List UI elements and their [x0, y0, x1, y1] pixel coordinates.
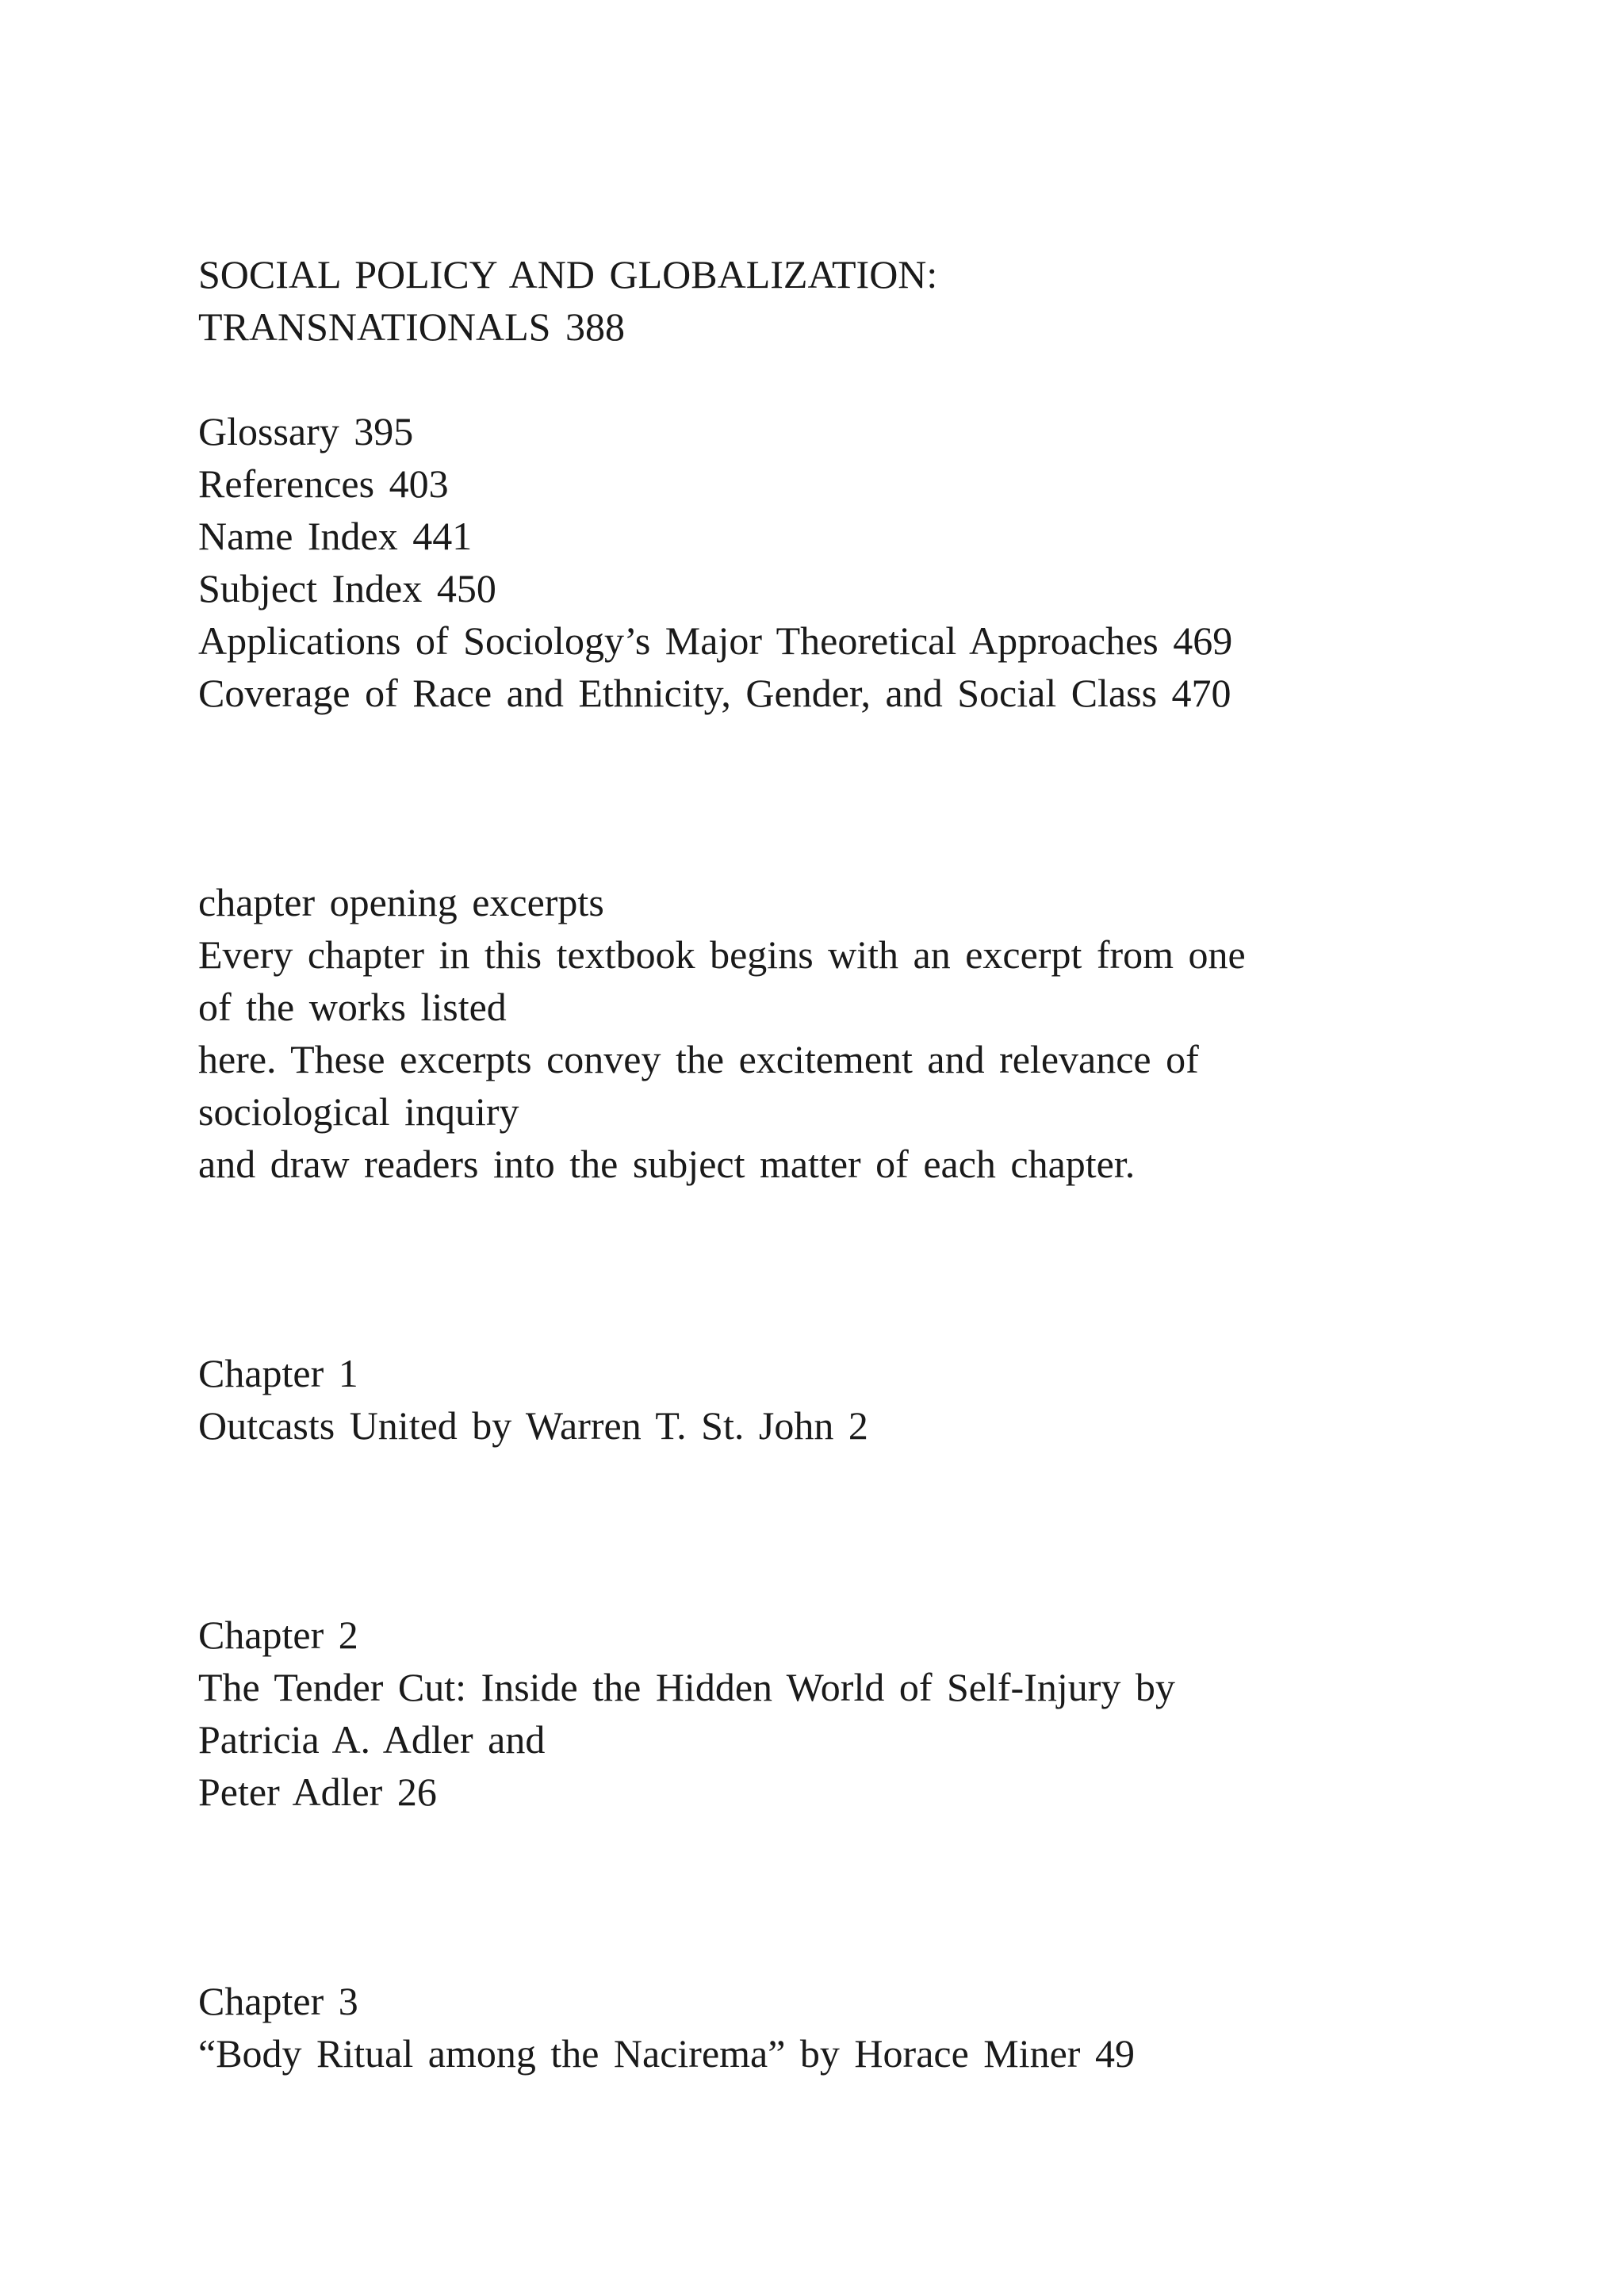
section-heading-line-1: SOCIAL POLICY AND GLOBALIZATION: — [198, 252, 938, 297]
toc-entry-name-index: Name Index 441 — [198, 514, 473, 558]
excerpts-paragraph-line-5: and draw readers into the subject matter of each chapter. — [198, 1142, 1136, 1186]
section-heading-line-2: TRANSNATIONALS 388 — [198, 304, 625, 349]
chapter-2-excerpt-line-3: Peter Adler 26 — [198, 1770, 437, 1814]
chapter-2-label: Chapter 2 — [198, 1613, 358, 1657]
toc-entry-subject-index: Subject Index 450 — [198, 566, 496, 610]
chapter-2-excerpt-line-2: Patricia A. Adler and — [198, 1717, 546, 1762]
excerpts-paragraph-line-1: Every chapter in this textbook begins with an excerpt from one — [198, 932, 1246, 977]
chapter-2-excerpt-line-1: The Tender Cut: Inside the Hidden World of Self-Injury by — [198, 1665, 1175, 1709]
chapter-1-excerpt: Outcasts United by Warren T. St. John 2 — [198, 1403, 868, 1448]
excerpts-paragraph-line-2: of the works listed — [198, 985, 507, 1029]
toc-entry-references: References 403 — [198, 461, 449, 506]
toc-entry-glossary: Glossary 395 — [198, 409, 414, 453]
toc-entry-applications: Applications of Sociology’s Major Theoretical Approaches 469 — [198, 618, 1233, 663]
chapter-1-label: Chapter 1 — [198, 1351, 358, 1395]
excerpts-paragraph-line-4: sociological inquiry — [198, 1089, 519, 1134]
excerpts-heading: chapter opening excerpts — [198, 880, 604, 924]
toc-entry-coverage: Coverage of Race and Ethnicity, Gender, and Social Class 470 — [198, 671, 1231, 715]
excerpts-paragraph-line-3: here. These excerpts convey the excitement and relevance of — [198, 1037, 1199, 1081]
chapter-3-excerpt: “Body Ritual among the Nacirema” by Horace Miner 49 — [198, 2031, 1135, 2076]
chapter-3-label: Chapter 3 — [198, 1979, 358, 2023]
